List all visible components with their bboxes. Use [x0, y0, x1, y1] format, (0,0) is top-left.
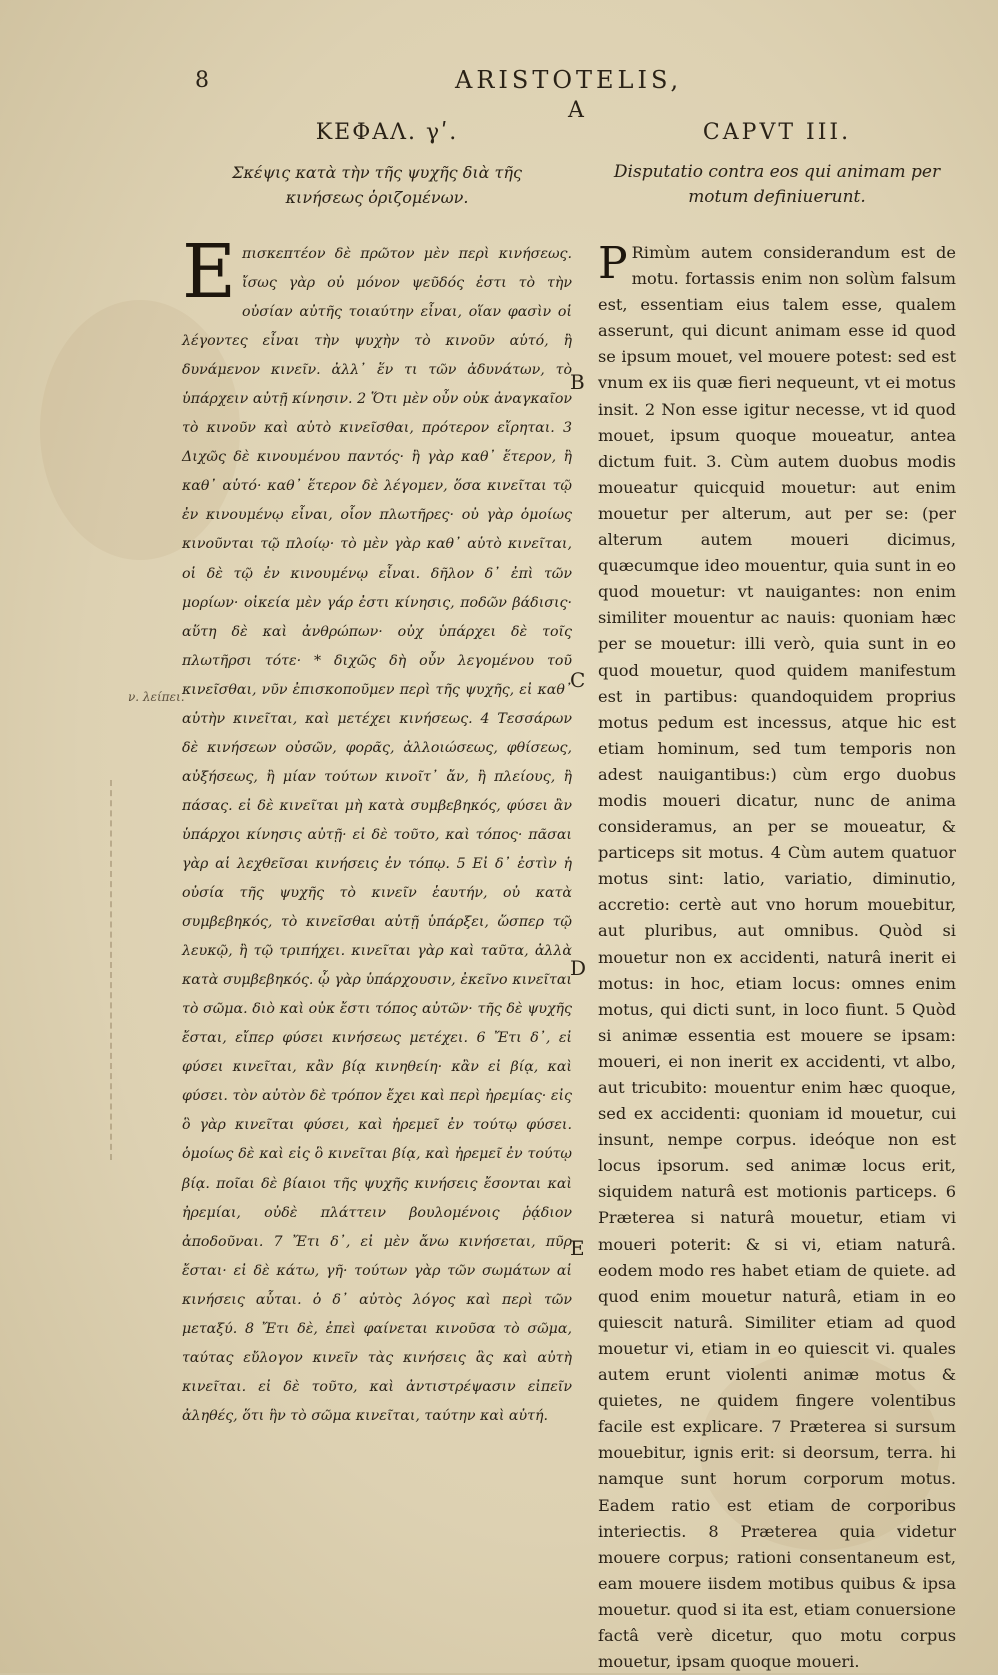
side-marker-c: C — [570, 668, 586, 692]
latin-body — [598, 240, 956, 1675]
marginal-note: ν. λείπει. — [128, 690, 185, 704]
page-number: 8 — [195, 68, 209, 93]
greek-chapter-heading: ΚΕΦΑΛ. γʹ. — [315, 120, 459, 145]
column-marker-a: A — [568, 98, 584, 123]
margin-ruling — [110, 780, 116, 1160]
side-marker-e: E — [570, 1236, 585, 1260]
latin-chapter-heading: CAPVT III. — [702, 120, 852, 145]
side-marker-d: D — [570, 956, 587, 980]
page-header — [0, 60, 998, 123]
greek-body — [182, 229, 572, 1431]
side-marker-b: B — [570, 370, 585, 394]
greek-column — [182, 118, 572, 1431]
greek-dropcap: Ε — [182, 229, 237, 315]
latin-body-text: Rimùm autem considerandum est de motu. fortassis enim non solùm falsum est, essentiam eius talem esse, qualem asserunt, qui dicunt animam esse id quod se ipsum mouet, vel mouere potest: sed est vnum ex iis quæ fieri nequeunt, vt ei motus insit. 2 Non esse igitur necesse, vt id quod mouet, ipsum quoque moueatur, antea dictum fuit. 3. Cùm autem duobus modis moueatur quicquid mouetur: aut enim mouetur per alterum, aut per se: (per alterum autem moueri dicimus, quæcumque ideo mouentur, quia sunt in eo quod mouetur: vt nauigantes: non enim similiter mouentur ac nauis: quoniam hæc per se mouetur: illi verò, quia sunt in eo quod mouetur, quod quidem manifestum est in partibus: quandoquidem proprius motus pedum est incessus, atque hic est etiam hominum, sed tum temporis non adest nauigantibus:) cùm ergo duobus modis moueri dicatur, nunc de anima consideramus, an per se moueatur, & particeps sit motus. 4 Cùm autem quatuor motus sint: latio, variatio, diminutio, accretio: certè aut vno horum mouebitur, aut pluribus, aut omnibus. Quòd si mouetur non ex accidenti, naturâ inerit ei motus: in hoc, etiam locus: omnes enim motus, qui dicti sunt, in loco fiunt. 5 Quòd si animæ essentia est mouere se ipsam: moueri, ei non inerit ex accidenti, vt albo, aut tricubito: mouentur enim hæc quoque, sed ex accidenti: quoniam id mouetur, cui insunt, nempe corpus. ideóque non est locus ipsorum. sed animæ locus erit, siquidem naturâ est motionis particeps. 6 Præterea si naturâ mouetur, etiam vi moueri poterit: & si vi, etiam naturâ. eodem modo res habet etiam de quiete. ad quod enim mouetur naturâ, etiam in eo quiescit naturâ. Similiter etiam ad quod mouetur vi, etiam in eo quiescit vi. quales autem erunt violenti animæ motus & quietes, ne quidem fingere volentibus facile est explicare. 7 Præterea si sursum mouebitur, ignis erit: si deorsum, terra. hi namque sunt horum corporum motus. Eadem ratio est etiam de corporibus interiectis. 8 Præterea quia videtur mouere corpus; rationi consentaneum est, eam mouere iisdem motibus quibus & ipsa mouetur. quod si ita est, etiam conuersione factâ verè dicetur, quo motu corpus mouetur, ipsam quoque moueri. — [598, 243, 956, 1672]
greek-body-text: πισκεπτέον δὲ πρῶτον μὲν περὶ κινήσεως. ἴσως γὰρ οὐ μόνον ψεῦδός ἐστι τὸ τὴν οὐσίαν αὐτῆς τοιαύτην εἶναι, οἵαν φασὶν οἱ λέγοντες εἶναι τὴν ψυχὴν τὸ κινοῦν αὑτό, ἢ δυνάμενον κινεῖν. ἀλλ᾽ ἕν τι τῶν ἀδυνάτων, τὸ ὑπάρχειν αὐτῇ κίνησιν. 2 Ὅτι μὲν οὖν οὐκ ἀναγκαῖον τὸ κινοῦν καὶ αὐτὸ κινεῖσθαι, πρότερον εἴρηται. 3 Διχῶς δὲ κινουμένου παντός· ἢ γὰρ καθ᾽ ἕτερον, ἢ καθ᾽ αὑτό· καθ᾽ ἕτερον δὲ λέγομεν, ὅσα κινεῖται τῷ ἐν κινουμένῳ εἶναι, οἷον πλωτῆρες· οὐ γὰρ ὁμοίως κινοῦνται τῷ πλοίῳ· τὸ μὲν γὰρ καθ᾽ αὑτὸ κινεῖται, οἱ δὲ τῷ ἐν κινουμένῳ εἶναι. δῆλον δ᾽ ἐπὶ τῶν μορίων· οἰκεία μὲν γάρ ἐστι κίνησις, ποδῶν βάδισις· αὕτη δὲ καὶ ἀνθρώπων· οὐχ ὑπάρχει δὲ τοῖς πλωτῆρσι τότε· * διχῶς δὴ οὖν λεγομένου τοῦ κινεῖσθαι, νῦν ἐπισκοποῦμεν περὶ τῆς ψυχῆς, εἰ καθ᾽ αὑτὴν κινεῖται, καὶ μετέχει κινήσεως. 4 Τεσσάρων δὲ κινήσεων οὐσῶν, φορᾶς, ἀλλοιώσεως, φθίσεως, αὐξήσεως, ἢ μίαν τούτων κινοῖτ᾽ ἄν, ἢ πλείους, ἢ πάσας. εἰ δὲ κινεῖται μὴ κατὰ συμβεβηκός, φύσει ἂν ὑπάρχοι κίνησις αὐτῇ· εἰ δὲ τοῦτο, καὶ τόπος· πᾶσαι γὰρ αἱ λεχθεῖσαι κινήσεις ἐν τόπῳ. 5 Εἰ δ᾽ ἐστὶν ἡ οὐσία τῆς ψυχῆς τὸ κινεῖν ἑαυτήν, οὐ κατὰ συμβεβηκός, τὸ κινεῖσθαι αὐτῇ ὑπάρξει, ὥσπερ τῷ λευκῷ, ἢ τῷ τριπήχει. κινεῖται γὰρ καὶ ταῦτα, ἀλλὰ κατὰ συμβεβηκός. ᾧ γὰρ ὑπάρχουσιν, ἐκεῖνο κινεῖται τὸ σῶμα. διὸ καὶ οὐκ ἔστι τόπος αὐτῶν· τῆς δὲ ψυχῆς ἔσται, εἴπερ φύσει κινήσεως μετέχει. 6 Ἔτι δ᾽, εἰ φύσει κινεῖται, κἂν βίᾳ κινηθείη· κἂν εἰ βίᾳ, καὶ φύσει. τὸν αὐτὸν δὲ τρόπον ἔχει καὶ περὶ ἠρεμίας· εἰς ὃ γὰρ κινεῖται φύσει, καὶ ἠρεμεῖ ἐν τούτῳ φύσει. ὁμοίως δὲ καὶ εἰς ὃ κινεῖται βίᾳ, καὶ ἠρεμεῖ ἐν τούτῳ βίᾳ. ποῖαι δὲ βίαιοι τῆς ψυχῆς κινήσεις ἔσονται καὶ ἠρεμίαι, οὐδὲ πλάττειν βουλομένοις ῥᾴδιον ἀποδοῦναι. 7 Ἔτι δ᾽, εἰ μὲν ἄνω κινήσεται, πῦρ ἔσται· εἰ δὲ κάτω, γῆ· τούτων γὰρ τῶν σωμάτων αἱ κινήσεις αὗται. ὁ δ᾽ αὐτὸς λόγος καὶ περὶ τῶν μεταξύ. 8 Ἔτι δὲ, ἐπεὶ φαίνεται κινοῦσα τὸ σῶμα, ταύτας εὔλογον κινεῖν τὰς κινήσεις ἃς καὶ αὐτὴ κινεῖται. εἰ δὲ τοῦτο, καὶ ἀντιστρέψασιν εἰπεῖν ἀληθές, ὅτι ἣν τὸ σῶμα κινεῖται, ταύτην καὶ αὐτή. — [182, 246, 572, 1424]
latin-dropcap: P — [598, 238, 628, 289]
latin-column — [598, 118, 956, 1675]
latin-summary: Disputatio contra eos qui animam per motum definiuerunt. — [613, 162, 941, 207]
running-title: ARISTOTELIS, — [455, 66, 683, 94]
greek-summary: Σκέψις κατὰ τὴν τῆς ψυχῆς διὰ τῆς κινήσεως ὁριζομένων. — [232, 163, 522, 207]
